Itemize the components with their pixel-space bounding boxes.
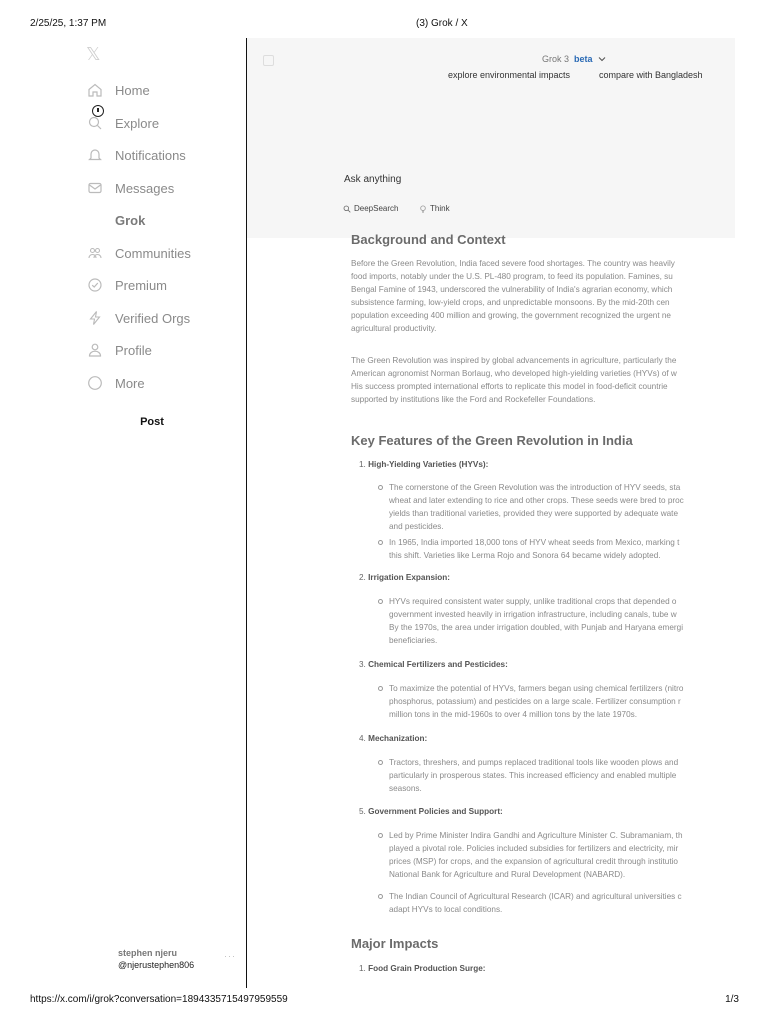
paragraph-line: this shift. Varieties like Lerma Rojo and Sonora 64 became widely adopted. [389,551,661,560]
section-heading: Key Features of the Green Revolution in India [351,433,633,448]
sidebar-item-verified-orgs[interactable] [86,306,190,330]
paragraph-line: adapt HYVs to local conditions. [389,905,503,914]
model-selector[interactable] [542,54,606,64]
bullet-line: The Indian Council of Agricultural Research (ICAR) and agricultural universities c [351,890,682,903]
profile-handle: @njerustephen806 [118,960,195,970]
list-item: 1. High-Yielding Varieties (HYVs): [359,460,489,469]
profile-name: stephen njeru [118,948,178,958]
sidebar-item-more[interactable] [86,371,145,395]
print-url: https://x.com/i/grok?conversation=1894335715497959559 [30,994,288,1005]
bullet-line: HYVs required consistent water supply, unlike traditional crops that depended o [351,595,683,608]
paragraph-line: population exceeding 400 million and growing, the government recognized the urgent ne [351,311,671,320]
search-icon [343,205,351,213]
list-item-title: Chemical Fertilizers and Pesticides: [368,660,508,669]
list-item-title: Irrigation Expansion: [368,573,451,582]
notification-badge-icon [92,105,104,117]
list-item-title: Food Grain Production Surge: [368,964,486,973]
people-icon [86,244,104,262]
post-button[interactable]: Post [140,416,164,428]
person-icon [86,341,104,359]
list-item-title: High-Yielding Varieties (HYVs): [368,460,489,469]
suggestion-chip[interactable]: explore environmental impacts [448,70,571,80]
new-chat-icon[interactable] [263,55,274,66]
bullet-line: Tractors, threshers, and pumps replaced traditional tools like wooden plows and [351,756,678,769]
paragraph-line: million tons in the mid-1960s to over 4 million tons by the late 1970s. [389,710,638,719]
sidebar-item-label: More [115,375,145,391]
sidebar-item-profile[interactable] [86,338,152,362]
paragraph-line: supported by institutions like the Ford and Rockefeller Foundations. [351,395,596,404]
premium-icon [86,276,104,294]
sidebar [0,38,246,988]
print-footer [0,994,768,1008]
deepsearch-label: DeepSearch [354,204,399,213]
bullet-line: The cornerstone of the Green Revolution was the introduction of HYV seeds, sta [351,481,684,494]
model-name: Grok 3 [542,54,570,64]
bullet-line: Led by Prime Minister Indira Gandhi and Agriculture Minister C. Subramaniam, th [351,829,683,842]
paragraph-line: wheat and later extending to rice and other crops. These seeds were bred to proc [389,496,684,505]
list-item: 2. Irrigation Expansion: [359,573,451,582]
beta-badge: beta [574,54,593,64]
ask-input[interactable]: Ask anything [344,174,402,185]
sidebar-item-label: Home [115,82,150,98]
sidebar-item-home[interactable] [86,78,150,102]
sidebar-item-label: Notifications [115,147,186,163]
grok-icon [86,211,104,229]
paragraph-line: By the 1970s, the area under irrigation doubled, with Punjab and Haryana emergi [389,623,684,632]
sidebar-item-label: Premium [115,277,168,293]
paragraph-line: particularly in prosperous states. This increased efficiency and enabled multiple [389,771,677,780]
home-icon [86,81,104,99]
account-switcher[interactable] [118,947,238,971]
paragraph-line: prices (MSP) for crops, and the expansion of agricultural credit through institutio [389,857,678,866]
print-datetime: 2/25/25, 1:37 PM [30,18,107,29]
lightbulb-icon [419,205,427,213]
list-item: 1. Food Grain Production Surge: [359,964,486,973]
paragraph-line: Before the Green Revolution, India faced severe food shortages. The country was heavily [351,259,675,268]
chevron-down-icon [598,55,606,63]
list-item-title: Government Policies and Support: [368,807,503,816]
grok-panel [247,38,735,988]
suggestion-chip[interactable]: compare with Bangladesh [599,70,703,80]
lightning-icon [86,309,104,327]
sidebar-item-label: Verified Orgs [115,310,191,326]
paragraph-line: phosphorus, potassium) and pesticides on a large scale. Fertilizer consumption r [389,697,681,706]
sidebar-item-label: Grok [115,212,146,228]
print-page-number: 1/3 [725,994,739,1005]
bell-icon [86,146,104,164]
list-item: 3. Chemical Fertilizers and Pesticides: [359,660,508,669]
print-header [0,18,768,32]
section-heading: Major Impacts [351,936,439,951]
paragraph-line: agricultural productivity. [351,324,437,333]
sidebar-item-label: Messages [115,180,175,196]
sidebar-item-messages[interactable] [86,176,174,200]
list-item: 5. Government Policies and Support: [359,807,503,816]
paragraph-line: His success prompted international efforts to replicate this model in food-deficit countrie [351,382,668,391]
paragraph-line: beneficiaries. [389,636,438,645]
paragraph-line: National Bank for Agriculture and Rural Development (NABARD). [389,870,626,879]
deepsearch-button[interactable] [343,204,398,213]
print-page-title: (3) Grok / X [416,18,468,29]
grok-header-area [247,38,735,238]
account-more-icon[interactable]: ··· [224,951,236,961]
paragraph-line: The Green Revolution was inspired by global advancements in agriculture, particularly the [351,356,677,365]
think-label: Think [430,204,450,213]
envelope-icon [86,179,104,197]
bullet-line: To maximize the potential of HYVs, farmers began using chemical fertilizers (nitro [351,682,683,695]
think-button[interactable] [419,204,450,213]
x-logo-icon[interactable]: 𝕏 [86,44,101,65]
paragraph-line: seasons. [389,784,422,793]
paragraph-line: Bengal Famine of 1943, underscored the vulnerability of India's agrarian economy, which [351,285,673,294]
search-icon [86,114,104,132]
paragraph-line: played a pivotal role. Policies included subsidies for fertilizers and electricity, mir [389,844,679,853]
section-heading: Background and Context [351,232,506,247]
sidebar-item-label: Communities [115,245,191,261]
list-item-title: Mechanization: [368,734,428,743]
paragraph-line: American agronomist Norman Borlaug, who developed high-yielding varieties (HYVs) of w [351,369,677,378]
paragraph-line: yields than traditional varieties, provided they were supported by adequate wate [389,509,679,518]
bullet-line: In 1965, India imported 18,000 tons of HYV wheat seeds from Mexico, marking t [351,536,679,549]
sidebar-item-premium[interactable] [86,273,167,297]
paragraph-line: government invested heavily in irrigation infrastructure, including canals, tube w [389,610,677,619]
paragraph-line: and pesticides. [389,522,444,531]
sidebar-item-grok[interactable] [86,208,145,232]
sidebar-item-label: Profile [115,342,152,358]
more-circle-icon [86,374,104,392]
sidebar-item-communities[interactable] [86,241,191,265]
list-item: 4. Mechanization: [359,734,428,743]
paragraph-line: subsistence farming, low-yield crops, and unpredictable monsoons. By the mid-20th cen [351,298,670,307]
paragraph-line: food imports, notably under the U.S. PL-480 program, to feed its population. Famines, su [351,272,673,281]
sidebar-item-notifications[interactable] [86,143,186,167]
sidebar-item-label: Explore [115,115,160,131]
